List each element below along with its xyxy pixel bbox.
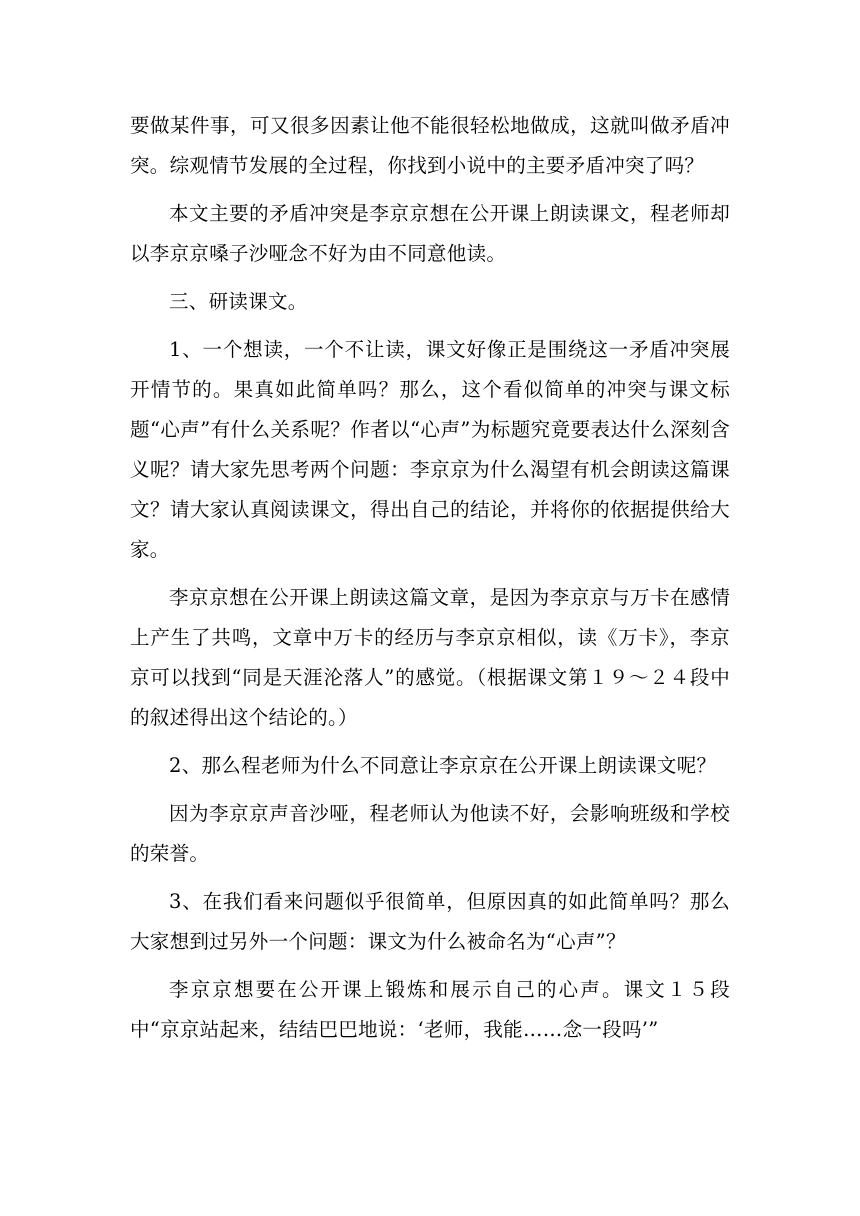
section-heading-study-text: 三、研读课文。 xyxy=(169,290,308,313)
paragraph-answer-3: 李京京想要在公开课上锻炼和展示自己的心声。课文１５段中“京京站起来，结结巴巴地说：‘老师，我能……念一段吗’” xyxy=(130,978,730,1041)
paragraph-answer-1: 李京京想在公开课上朗读这篇文章，是因为李京京与万卡在感情上产生了共鸣，文章中万卡的经历与李京京相似，读《万卡》，李京京可以找到“同是天涯沦落人”的感觉。（根据课文第１９～２４段中的叙述得出这个结论的。） xyxy=(130,586,730,729)
paragraph-question-1: 1、一个想读，一个不让读，课文好像正是围绕这一矛盾冲突展开情节的。果真如此简单吗？那么，这个看似简单的冲突与课文标题“心声”有什么关系呢？作者以“心声”为标题究竟要表达什么深刻含义呢？请大家先思考两个问题：李京京为什么渴望有机会朗读这篇课文？请大家认真阅读课文，得出自己的结论，并将你的依据提供给大家。 xyxy=(130,338,730,561)
paragraph-conflict-definition: 要做某件事，可又很多因素让他不能很轻松地做成，这就叫做矛盾冲突。综观情节发展的全过程，你找到小说中的主要矛盾冲突了吗？ xyxy=(130,114,730,177)
paragraph-answer-2: 因为李京京声音沙哑，程老师认为他读不好，会影响班级和学校的荣誉。 xyxy=(130,802,730,865)
paragraph-question-2: 2、那么程老师为什么不同意让李京京在公开课上朗读课文呢？ xyxy=(169,754,717,777)
document-body xyxy=(130,106,730,1058)
paragraph-main-conflict: 本文主要的矛盾冲突是李京京想在公开课上朗读课文，程老师却以李京京嗓子沙哑念不好为由不同意他读。 xyxy=(130,202,730,265)
paragraph-question-3: 3、在我们看来问题似乎很简单，但原因真的如此简单吗？那么大家想到过另外一个问题：课文为什么被命名为“心声”？ xyxy=(130,890,730,953)
